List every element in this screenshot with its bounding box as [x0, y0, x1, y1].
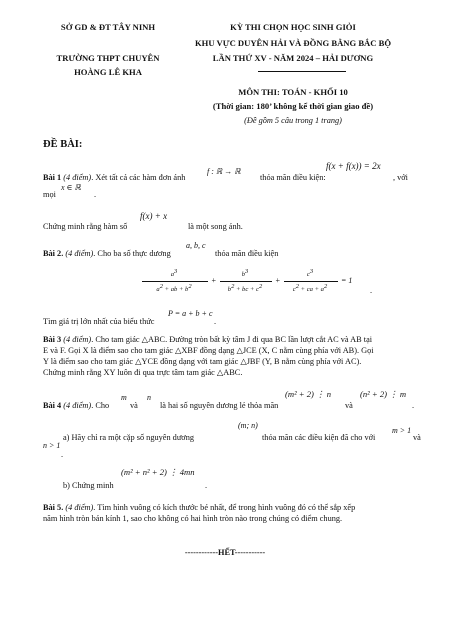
problem-2-text: . Cho ba số thực dương [93, 249, 171, 258]
problem-2-condition-label: thỏa mãn điều kiện [215, 249, 279, 258]
problem-3-line4: Chứng minh rằng XY luôn đi qua trực tâm tam giác △ABC. [43, 368, 243, 377]
school-name-line1: TRƯỜNG THPT CHUYÊN [56, 53, 160, 63]
problem-4-label: Bài 4 [43, 401, 62, 410]
problem-5-text: . Tìm hình vuông có kích thước bé nhất, để trong hình vuông đó có thể sắp xếp [93, 503, 356, 512]
problem-4-var-n: n [147, 393, 151, 402]
problem-5-score: (4 điểm) [65, 503, 94, 512]
problem-2-variables: a, b, c [186, 241, 206, 250]
problem-2-expression: P = a + b + c [168, 309, 213, 318]
problem-1-condition-label: thỏa mãn điều kiện: [260, 173, 326, 182]
problem-1-bijection: là một song ánh. [188, 222, 243, 231]
exam-time: (Thời gian: 180’ không kể thời gian giao đề) [212, 101, 374, 111]
problem-1-score: (4 điểm) [63, 173, 92, 182]
problem-1-text: . Xét tất cả các hàm đơn ánh [91, 173, 186, 182]
problem-1-forall: mọi [43, 190, 56, 199]
exam-pages: (Đề gồm 5 câu trong 1 trang) [244, 116, 342, 125]
contest-region: KHU VỰC DUYÊN HẢI VÀ ĐỒNG BẰNG BẮC BỘ [194, 38, 392, 48]
problem-4a-period: . [61, 450, 64, 459]
problem-2-label: Bài 2. [43, 249, 64, 258]
problem-5-line1 [43, 503, 355, 514]
problem-1-period: . [94, 190, 97, 199]
problem-3-text: . Cho tam giác △ABC. Đường tròn bất kỳ tâm J đi qua BC lần lượt cắt AC và AB tại [91, 335, 373, 344]
problem-4-period: . [412, 401, 415, 410]
problem-4-var-m: m [121, 393, 127, 402]
problem-4-score: (4 điểm) [63, 401, 92, 410]
header-divider [258, 71, 346, 72]
problem-4-line1 [43, 401, 109, 412]
problem-2-period: . [214, 317, 217, 326]
problem-2-line1 [43, 249, 171, 260]
contest-edition: LẦN THỨ XV - NĂM 2024 – HẢI DƯƠNG [212, 53, 374, 63]
problem-4a-and: và [413, 433, 421, 442]
problem-4b-text: b) Chứng minh [63, 481, 114, 490]
problem-3-line1 [43, 335, 372, 346]
problem-2-question: Tìm giá trị lớn nhất của biểu thức [43, 317, 155, 326]
problem-4-text: . Cho [91, 401, 110, 410]
problem-4a-m-condition: m > 1 [392, 426, 412, 435]
problem-1-label: Bài 1 [43, 173, 62, 182]
problem-1-line1 [43, 173, 185, 184]
problem-3-label: Bài 3 [43, 335, 62, 344]
problem-4-divisibility-2: (n² + 2) ⋮ m [360, 389, 407, 399]
problem-4b-expression: (m² + n² + 2) ⋮ 4mn [121, 467, 195, 477]
problem-4a-n-condition: n > 1 [43, 441, 61, 450]
section-title: ĐỀ BÀI: [43, 139, 83, 150]
problem-4-divisibility-1: (m² + 2) ⋮ n [285, 389, 332, 399]
problem-1-prove: Chứng minh rằng hàm số [43, 222, 128, 231]
problem-5-label: Bài 5. [43, 503, 64, 512]
problem-3-line3: Y là điểm sao cho tam giác △YCE đồng dạng với tam giác △JBF (Y, B nằm cùng phía với AC). [43, 357, 362, 366]
problem-4-and: và [130, 401, 138, 410]
problem-4a-pair: (m; n) [238, 421, 258, 430]
end-marker: ------------HẾT----------- [184, 548, 266, 557]
dept-name: SỞ GD & ĐT TÂY NINH [60, 22, 156, 32]
problem-1-with: , với [393, 173, 408, 182]
school-name-line2: HOÀNG LÊ KHA [74, 67, 142, 77]
problem-5-line2: năm hình tròn bán kính 1, sao cho không có hai hình tròn nào trong chúng có điểm chung. [43, 514, 343, 523]
problem-3-line2: E và F. Gọi X là điểm sao cho tam giác △XBF đồng dạng △JCE (X, C nằm cùng phía với AB). Gọi [43, 346, 374, 355]
exam-subject: MÔN THI: TOÁN - KHỐI 10 [238, 87, 348, 97]
problem-1-function-sum: f(x) + x [140, 211, 168, 221]
problem-1-function-def: f : ℝ → ℝ [207, 167, 241, 176]
problem-1-equation: f(x + f(x)) = 2x [326, 161, 381, 171]
problem-3-score: (4 điểm) [63, 335, 92, 344]
problem-4a-text: a) Hãy chỉ ra một cặp số nguyên dương [63, 433, 194, 442]
problem-4b-period: . [205, 481, 208, 490]
problem-2-equation-rhs: = 1 [341, 276, 353, 285]
problem-1-domain: x ∈ ℝ [61, 183, 81, 192]
problem-4-and-2: và [345, 401, 353, 410]
problem-4a-condition-label: thỏa mãn các điều kiện đã cho với [262, 433, 376, 442]
contest-title: KỲ THI CHỌN HỌC SINH GIỎI [230, 22, 356, 32]
problem-4-condition-label: là hai số nguyên dương lẻ thỏa mãn [160, 401, 279, 410]
problem-2-score: (4 điểm) [65, 249, 94, 258]
